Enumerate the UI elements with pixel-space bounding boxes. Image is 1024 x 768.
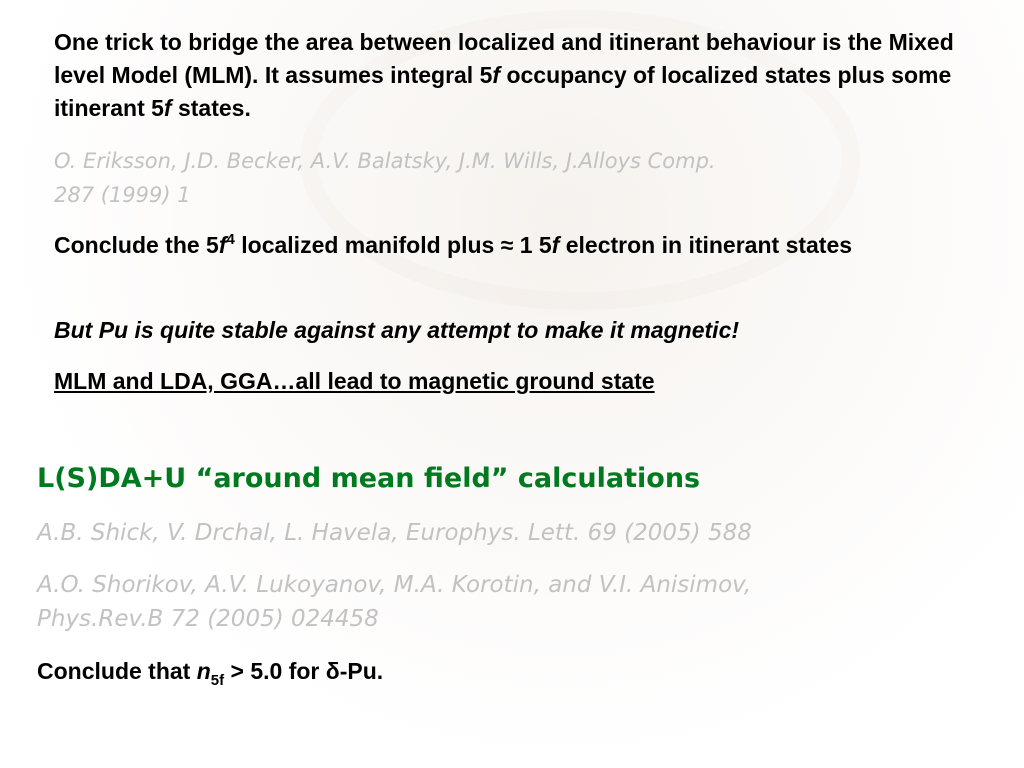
citation-shorikov: A.O. Shorikov, A.V. Lukoyanov, M.A. Korotin, and V.I. Anisimov, Phys.Rev.B 72 (2005) 024458 [37,572,752,632]
paragraph-pu-stable: But Pu is quite stable against any attempt to make it magnetic! [54,317,740,343]
paragraph-conclude-n5f: Conclude that $n_{5f} > 5.0$ for δ-Pu. [37,658,384,689]
paragraph-conclude-5f4: Conclude the $5f^4$ localized manifold plus ≈ 1 5f electron in itinerant states [54,231,853,258]
citation-shick: A.B. Shick, V. Drchal, L. Havela, Europhys. Lett. 69 (2005) 588 [37,520,752,546]
citation-eriksson: O. Eriksson, J.D. Becker, A.V. Balatsky, J.M. Wills, J.Alloys Comp. 287 (1999) 1 [54,149,716,207]
paragraph-mlm-lda-gga: MLM and LDA, GGA…all lead to magnetic ground state [54,368,655,394]
paragraph-mlm: One trick to bridge the area between localized and itinerant behaviour is the Mixed level Model (MLM). It assumes integral 5f occupancy of localized states plus some itinerant 5f states. [54,29,954,121]
section-heading-lsda-u: L(S)DA+U “around mean field” calculations [37,463,701,494]
